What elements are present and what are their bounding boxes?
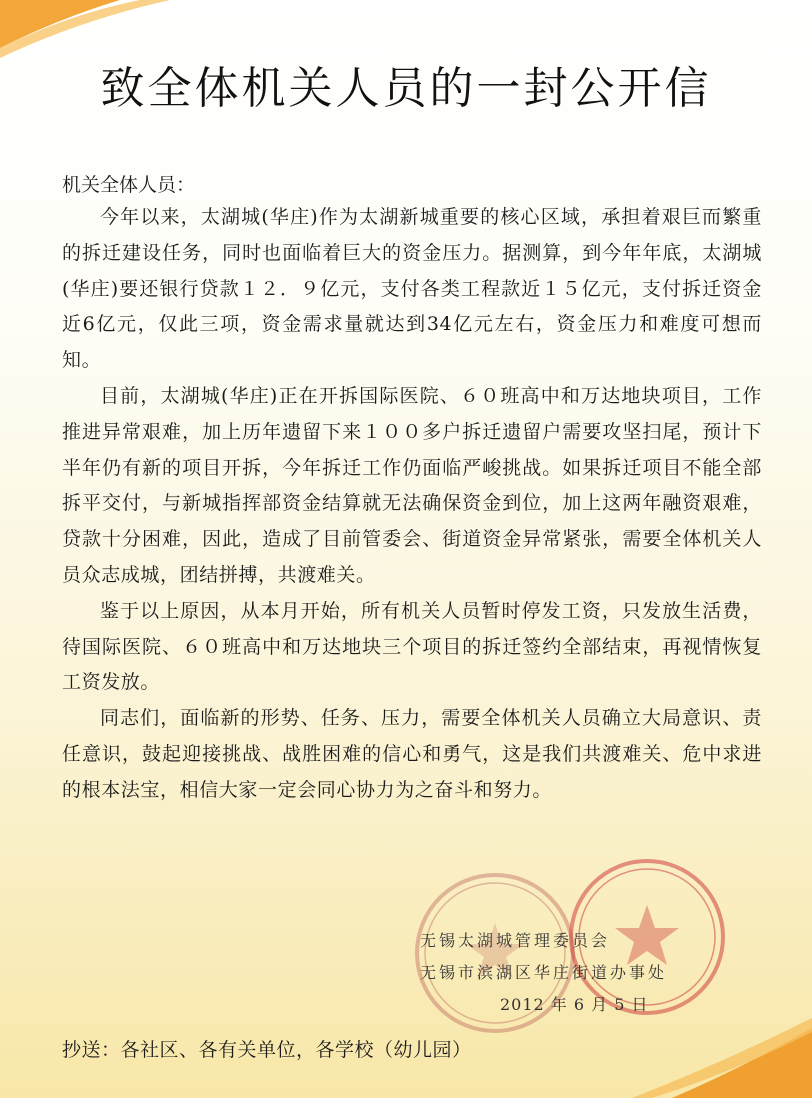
corner-decoration-bottom-right [632, 1018, 812, 1098]
paragraph: 同志们，面临新的形势、任务、压力，需要全体机关人员确立大局意识、责任意识，鼓起迎接挑战、战胜困难的信心和勇气，这是我们共渡难关、危中求进的根本法宝，相信大家一定会同心协力为之奋斗和努力。 [62, 707, 762, 801]
signature-org-2: 无锡市滨湖区华庄街道办事处 [420, 963, 668, 982]
letter-body [62, 200, 762, 809]
paragraph: 目前，太湖城(华庄)正在开拆国际医院、６０班高中和万达地块项目，工作推进异常艰难，加上历年遗留下来１００多户拆迁遗留户需要攻坚扫尾，预计下半年仍有新的项目开拆，今年拆迁工作仍面临严峻挑战。如果拆迁项目不能全部拆平交付，与新城指挥部资金结算就无法确保资金到位，加上这两年融资艰难，贷款十分困难，因此，造成了目前管委会、街道资金异常紧张，需要全体机关人员众志成城，团结拼搏，共渡难关。 [62, 384, 762, 586]
paragraph: 今年以来，太湖城(华庄)作为太湖新城重要的核心区域，承担着艰巨而繁重的拆迁建设任务，同时也面临着巨大的资金压力。据测算，到今年年底，太湖城(华庄)要还银行贷款１２．９亿元，支付各类工程款近１５亿元，支付拆迁资金近6亿元，仅此三项，资金需求量就达到34亿元左右，资金压力和难度可想而知。 [62, 206, 762, 372]
signature-date: 2012 年 6 月 5 日 [500, 995, 649, 1014]
cc-line: 抄送：各社区、各有关单位，各学校（幼儿园） [62, 1039, 472, 1061]
paragraph: 鉴于以上原因，从本月开始，所有机关人员暂时停发工资，只发放生活费，待国际医院、６０班高中和万达地块三个项目的拆迁签约全部结束，再视情恢复工资发放。 [62, 599, 762, 694]
corner-decoration-top-left [0, 0, 190, 60]
salutation: 机关全体人员： [62, 174, 196, 196]
signature-org-1: 无锡太湖城管理委员会 [420, 931, 611, 950]
letter-title: 致全体机关人员的一封公开信 [100, 63, 712, 114]
signature-block [420, 925, 720, 1021]
